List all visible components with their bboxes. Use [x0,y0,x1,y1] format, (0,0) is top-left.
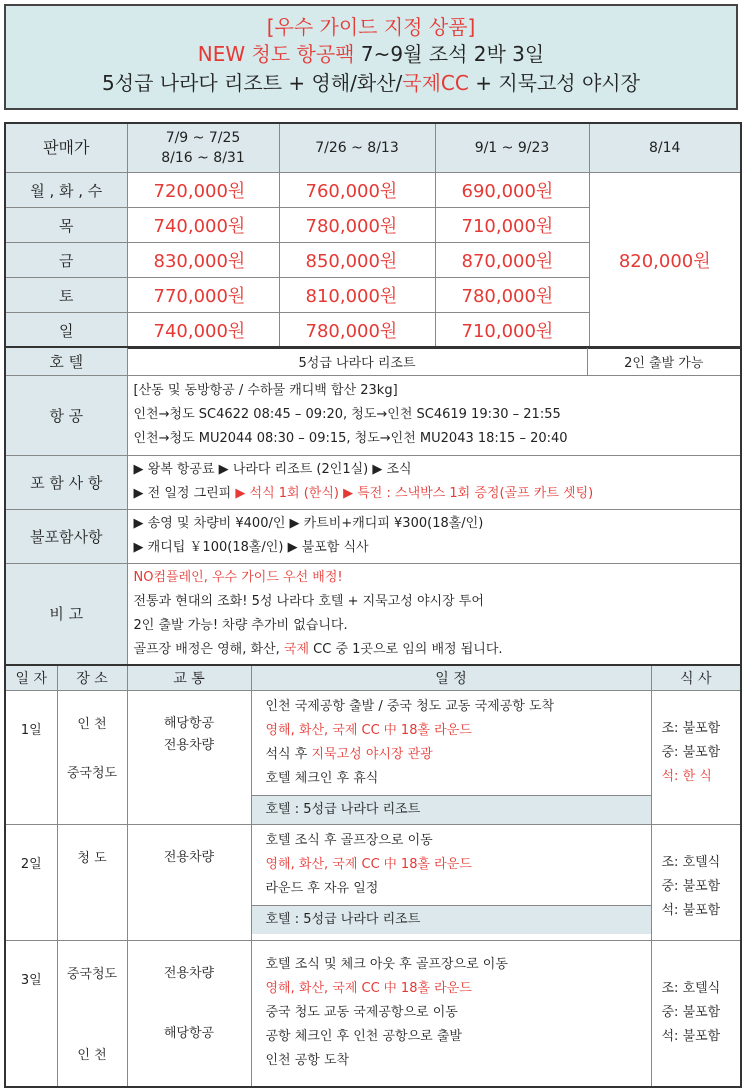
day-label: 1일 [5,691,57,825]
air-details [127,375,741,455]
info-table [4,346,742,666]
plan-lines [252,941,651,1077]
price-cell: 710,000원 [435,208,589,243]
price-cell: 740,000원 [127,208,279,243]
hotel-label: 호 텔 [5,347,127,375]
price-cell: 780,000원 [279,208,435,243]
plan-lines [252,691,651,795]
meal: 조: 호텔식 [661,855,721,870]
notes-line-4 [134,638,735,662]
plan-line [266,743,637,767]
meal: 중: 불포함 [661,879,721,894]
plan-line: 공항 체크인 후 인천 공항으로 출발 [265,1029,462,1044]
price-cell: 850,000원 [279,243,435,278]
plan-lines [252,825,651,905]
price-cell: 710,000원 [435,313,589,349]
notes-details [127,563,741,665]
price-cell: 810,000원 [279,278,435,313]
price-cell: 770,000원 [127,278,279,313]
transport: 해당항공 [163,716,215,731]
plan-highlight: 지묵고성 야시장 관광 [311,747,433,762]
day-plan [251,941,651,1087]
notes-line-3: 2인 출발 가능! 차량 추가비 없습니다. [133,617,348,633]
col-transport: 교 통 [127,665,251,691]
hotel-bar: 호텔 : 5성급 나라다 리조트 [252,905,651,934]
schedule-day-2 [5,825,741,941]
included-details [127,455,741,509]
price-cell: 760,000원 [279,173,435,208]
notes-label: 비 고 [5,563,127,665]
col-period-3: 9/1 ~ 9/23 [435,123,589,173]
plan-line: 인천 공항 도착 [265,1053,350,1068]
plan-line: 영해, 화산, 국제 CC 中 18홀 라운드 [265,981,472,996]
day-transport: 전용차량 [127,825,251,941]
plan-line: 호텔 조식 후 골프장으로 이동 [265,833,433,848]
price-cell: 780,000원 [279,313,435,349]
day-meals [651,691,741,825]
day-label: 월 , 화 , 수 [5,173,127,208]
title-line-2 [6,40,736,68]
plan-line: 라운드 후 자유 일정 [265,881,379,896]
schedule-table [4,664,742,1088]
meal: 중: 불포함 [661,745,721,760]
price-header-row [5,123,741,173]
excluded-line-2: ▶ 캐디팁 ￥100(18홀/인) ▶ 불포함 식사 [133,540,369,555]
title-banner [4,4,738,110]
col-date: 일 자 [5,665,57,691]
day-label: 일 [5,313,127,349]
transport: 전용차량 [163,738,215,753]
meal: 중: 불포함 [661,1005,721,1020]
title-line-3 [6,68,736,98]
air-line: [산동 및 동방항공 / 수하물 캐디백 합산 23kg] [133,383,398,398]
place: 중국청도 [66,967,118,982]
plan-text: 석식 후 [265,747,308,762]
hotel-note: 2인 출발 가능 [587,347,741,375]
col-itinerary: 일 정 [251,665,651,691]
place: 인 천 [77,717,107,732]
hotel-name: 5성급 나라다 리조트 [127,347,587,375]
included-greenfee: ▶ 전 일정 그린피 [133,486,232,501]
day-places [57,941,127,1087]
place: 인 천 [77,1048,107,1063]
col-meal: 식 사 [651,665,741,691]
day-places [57,691,127,825]
included-line-2 [134,482,735,506]
notes-line-4b: CC 중 1곳으로 임의 배정 됩니다. [313,641,503,657]
included-special: ▶ 석식 1회 (한식) ▶ 특전 : 스낵박스 1회 증정(골프 카트 셋팅) [235,486,594,501]
meal: 조: 호텔식 [661,981,721,996]
day-transport [127,691,251,825]
plan-line: 중국 청도 교동 국제공항으로 이동 [265,1005,458,1020]
day-places: 청 도 [57,825,127,941]
day-plan [251,691,651,825]
price-table [4,122,742,349]
price-cell: 720,000원 [127,173,279,208]
excluded-line-1: ▶ 송영 및 차량비 ¥400/인 ▶ 카트비+캐디피 ¥300(18홀/인) [133,516,484,531]
schedule-header-row [5,665,741,691]
notes-row [5,563,741,665]
special-price: 820,000원 [589,173,741,349]
notes-line-2: 전통과 현대의 조화! 5성 나라다 호텔 + 지묵고성 야시장 투어 [133,593,484,609]
day-meals [651,825,741,941]
air-line: 인천→청도 SC4622 08:45 – 09:20, 청도→인천 SC4619 19:30 – 21:55 [133,407,561,422]
plan-line: 영해, 화산, 국제 CC 中 18홀 라운드 [265,857,472,872]
air-line: 인천→청도 MU2044 08:30 – 09:15, 청도→인천 MU2043 18:15 – 20:40 [133,431,568,446]
plan-line: 인천 국제공항 출발 / 중국 청도 교동 국제공항 도착 [265,699,555,714]
col-period-1a: 7/9 ~ 7/25 [165,130,241,146]
price-row [5,173,741,208]
day-label: 토 [5,278,127,313]
notes-line-4-highlight: 국제 [283,641,310,657]
product-name: NEW 청도 항공팩 [197,42,355,66]
day-label: 3일 [5,941,57,1087]
transport: 해당항공 [163,1026,215,1041]
price-cell: 780,000원 [435,278,589,313]
col-period-1b: 8/16 ~ 8/31 [161,150,245,166]
meal: 석: 한 식 [661,769,712,784]
product-period: 7~9월 조석 2박 3일 [360,42,545,66]
excluded-details [127,509,741,563]
transport: 전용차량 [163,966,215,981]
plan-line: 호텔 체크인 후 휴식 [265,771,379,786]
schedule-day-3 [5,941,741,1087]
plan-line: 호텔 조식 및 체크 아웃 후 골프장으로 이동 [265,957,508,972]
hotel-bar: 호텔 : 5성급 나라다 리조트 [252,795,651,824]
place: 중국청도 [66,766,118,781]
col-period-4: 8/14 [589,123,741,173]
included-row [5,455,741,509]
meal: 석: 불포함 [661,903,721,918]
day-label: 2일 [5,825,57,941]
day-transport [127,941,251,1087]
price-cell: 870,000원 [435,243,589,278]
plan-line: 영해, 화산, 국제 CC 中 18홀 라운드 [265,723,472,738]
day-plan [251,825,651,941]
title-line-3-part-a: 5성급 나라다 리조트 + 영해/화산/ [102,71,403,95]
included-label: 포 함 사 항 [5,455,127,509]
title-line-3-part-b: + 지묵고성 야시장 [475,71,640,95]
day-label: 금 [5,243,127,278]
day-meals [651,941,741,1087]
title-line-3-highlight: 국제CC [402,71,469,95]
col-place: 장 소 [57,665,127,691]
title-line-1: [우수 가이드 지정 상품] [266,15,476,39]
price-cell: 690,000원 [435,173,589,208]
meal: 석: 불포함 [661,1029,721,1044]
price-cell: 830,000원 [127,243,279,278]
included-line-1: ▶ 왕복 항공료 ▶ 나라다 리조트 (2인1실) ▶ 조식 [133,462,412,477]
price-label: 판매가 [5,123,127,173]
price-cell: 740,000원 [127,313,279,349]
air-label: 항 공 [5,375,127,455]
schedule-day-1 [5,691,741,825]
air-row [5,375,741,455]
col-period-1 [127,123,279,173]
notes-line-1: NO컴플레인, 우수 가이드 우선 배정! [133,569,343,585]
notes-line-4a: 골프장 배정은 영해, 화산, [133,641,280,657]
day-label: 목 [5,208,127,243]
col-period-2: 7/26 ~ 8/13 [279,123,435,173]
excluded-row [5,509,741,563]
meal: 조: 불포함 [661,721,721,736]
hotel-row [5,347,741,375]
excluded-label: 불포함사항 [5,509,127,563]
